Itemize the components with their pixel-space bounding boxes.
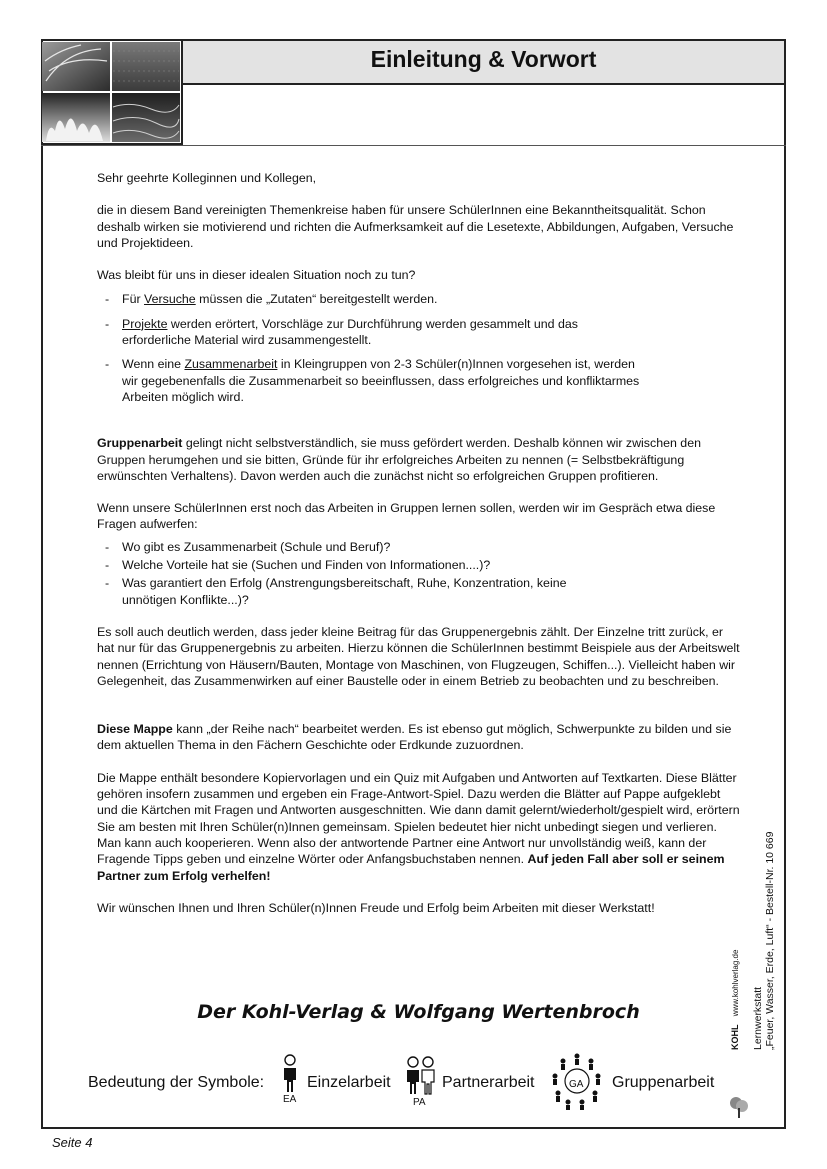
ga-abbr: GA xyxy=(569,1079,584,1090)
signature: Der Kohl-Verlag & Wolfgang Wertenbroch xyxy=(197,1001,640,1023)
partnerarbeit-label: Partnerarbeit xyxy=(442,1074,535,1091)
symbols-legend xyxy=(88,1052,738,1112)
single-person-icon xyxy=(280,1054,300,1094)
main-text xyxy=(97,170,740,932)
page-title: Einleitung & Vorwort xyxy=(370,46,597,72)
symbols-heading: Bedeutung der Symbole: xyxy=(88,1074,265,1091)
question-paragraph: Was bleibt für uns in dieser idealen Situation noch zu tun? xyxy=(97,268,416,283)
two-persons-icon xyxy=(404,1056,436,1096)
wish-paragraph: Wir wünschen Ihnen und Ihren Schüler(n)Innen Freude und Erfolg beim Arbeiten mit dieser Werkstatt! xyxy=(97,900,655,915)
header-divider xyxy=(41,145,786,146)
list-item: - Wenn eine Zusammenarbeit in Kleingruppen von 2-3 Schüler(n)Innen vorgesehen ist, werden wir gegebenenfalls die Zusammenarbeit so beeinflussen, dass erfolgreiches und konfliktarmes Arbeiten möglich wird. xyxy=(105,357,640,404)
contribution-paragraph: Es soll auch deutlich werden, dass jeder kleine Beitrag für das Gruppenergebnis zählt. Der Einzelne tritt zurück, er hat nur für das Gruppenergebnis zu arbeiten. Hierzu können die SchülerInnen bestimmt Beispiele aus der Arbeitswelt nennen (Errichtung von Häusern/Bauten, Montage von Maschinen, von Flugzeugen, Schiffen...). Vielleicht haben wir Gelegenheit, das Zusammenwirken auf einer Baustelle oder in einem Betrieb zu beobachten und zu beschreiben. xyxy=(97,624,740,688)
question-list xyxy=(97,539,740,608)
pa-abbr: PA xyxy=(413,1097,426,1108)
list-item: - Wo gibt es Zusammenarbeit (Schule und Beruf)? xyxy=(105,539,391,554)
list-item: - Projekte werden erörtert, Vorschläge zur Durchführung werden gesammelt und das erforderliche Material wird zusammengestellt. xyxy=(105,316,578,348)
publisher-name: KOHL xyxy=(730,1024,740,1050)
sidebar-bibliographic xyxy=(752,790,776,1050)
list-dash: - xyxy=(105,539,110,554)
ea-abbr: EA xyxy=(283,1094,297,1105)
sidebar-title-order: „Feuer, Wasser, Erde, Luft“ - Bestell-Nr. 10 669 xyxy=(764,831,776,1050)
quiz-paragraph: Die Mappe enthält besondere Kopiervorlagen und ein Quiz mit Aufgaben und Antworten auf Textkarten. Diese Blätter gehören insofern zusammen und ergeben ein Frage-Antwort-Spiel. Dazu werden die Blätter auf Pappe aufgeklebt und die Kärtchen mit Fragen und Antworten ausgeschnitten. Wie dann damit gelernt/wiederholt/gespielt wird, erörtern Sie am besten mit Ihren Schüler(n)Innen gemeinsam. Spielen bedeutet hier nicht unbedingt siegen und verlieren. Man kann auch kooperieren. Wenn also der antwortende Partner eine Antwort nur unvollständig weiß, kann der Fragende Tipps geben und einzelne Wörter oder Anfangsbuchstaben nennen. Auf jeden Fall aber soll er seinem Partner zum Erfolg verhelfen! xyxy=(97,770,740,883)
publisher-web: www.kohlverlag.de xyxy=(731,949,740,1017)
sidebar-series: Lernwerkstatt xyxy=(752,986,764,1050)
publisher-logo xyxy=(730,950,740,1050)
list-item: - Was garantiert den Erfolg (Anstrengungsbereitschaft, Ruhe, Konzentration, keine unnötigen Konflikte...)? xyxy=(105,576,567,607)
greeting: Sehr geehrte Kolleginnen und Kollegen, xyxy=(97,171,317,185)
page-number: Seite 4 xyxy=(52,1135,93,1150)
group-work-paragraph: Gruppenarbeit gelingt nicht selbstverständlich, sie muss gefördert werden. Deshalb können wir zwischen den Gruppen herumgehen und sie bitten, Gründe für ihr erfolgreiches Arbeiten zu nennen (= Selbstbekräftigung erwünschten Verhaltens). Davon werden auch die zunächst nicht so erfolgreichen Gruppen profitieren. xyxy=(97,436,701,483)
mappe-paragraph: Diese Mappe kann „der Reihe nach“ bearbeitet werden. Es ist ebenso gut möglich, Schwerpunkte zu bilden und sie dem aktuellen Thema in den Fächern Geschichte oder Erdkunde zuzuordnen. xyxy=(97,722,732,753)
element-tiles-icon xyxy=(41,41,183,145)
intro-paragraph: die in diesem Band vereinigten Themenkreise haben für unsere SchülerInnen eine Bekanntheitsqualität. Schon deshalb wirken sie motivierend und richten die Aufmerksamkeit auf die Lesetexte, Abbildungen, Aufgaben, Versuche und Projektideen. xyxy=(97,203,734,250)
list-item: - Welche Vorteile hat sie (Suchen und Finden von Informationen....)? xyxy=(105,558,491,573)
gruppenarbeit-label: Gruppenarbeit xyxy=(612,1074,715,1091)
task-list xyxy=(97,291,740,405)
list-dash: - xyxy=(105,558,110,573)
list-dash: - xyxy=(105,576,110,591)
einzelarbeit-label: Einzelarbeit xyxy=(307,1074,391,1091)
tree-logo-icon xyxy=(728,1094,750,1120)
learn-paragraph: Wenn unsere SchülerInnen erst noch das Arbeiten in Gruppen lernen sollen, werden wir im Gespräch etwa diese Fragen aufwerfen: xyxy=(97,501,716,532)
list-item: - Für Versuche müssen die „Zutaten“ bereitgestellt werden. xyxy=(105,292,438,307)
